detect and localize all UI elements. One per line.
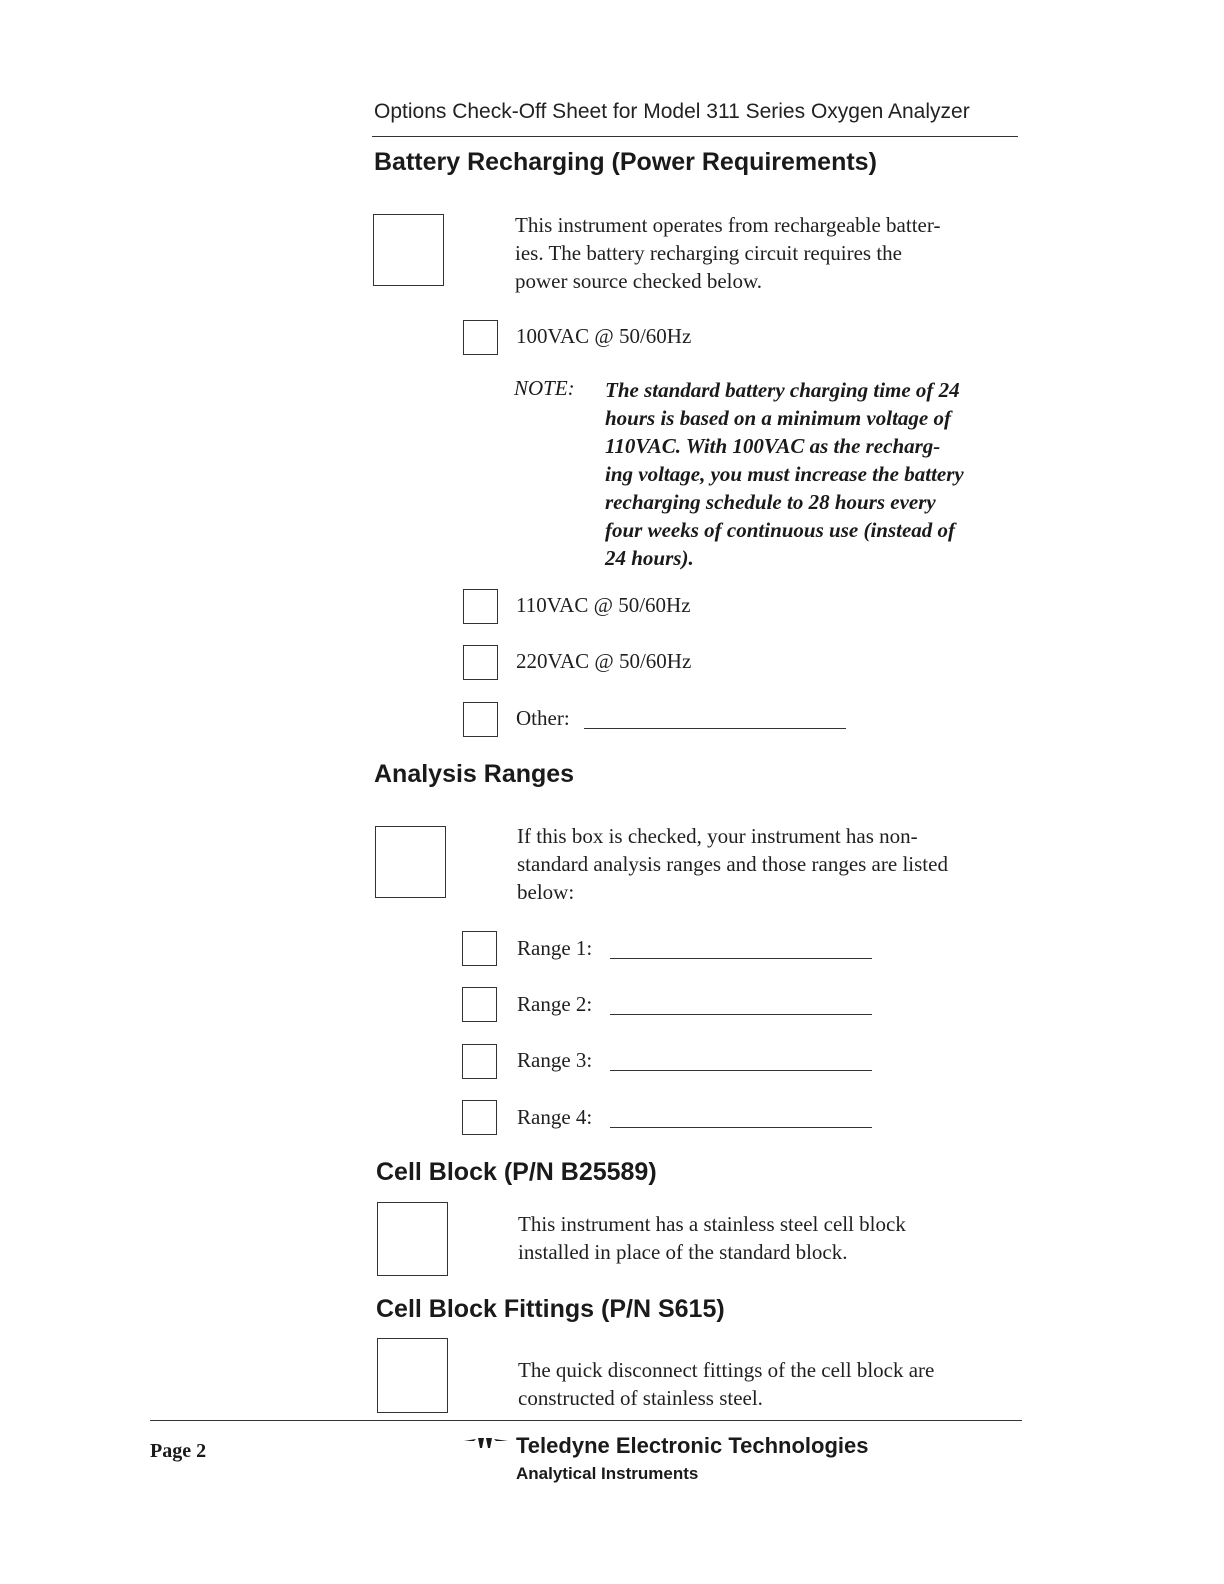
range-4-fill-line[interactable] [610, 1127, 872, 1128]
label-other: Other: [516, 706, 570, 730]
label-220vac: 220VAC @ 50/60Hz [516, 649, 692, 673]
checkbox-range-1[interactable] [462, 931, 497, 966]
checkbox-range-2[interactable] [462, 987, 497, 1022]
label-range-2: Range 2: [517, 992, 593, 1016]
cell-block-description-line: installed in place of the standard block. [518, 1240, 848, 1264]
company-name: Teledyne Electronic Technologies [516, 1433, 869, 1458]
battery-description [515, 211, 1015, 295]
cell-block-description-line: This instrument has a stainless steel cell block [518, 1212, 906, 1236]
note-line: ing voltage, you must increase the battery [605, 462, 964, 486]
fittings-description [518, 1356, 1018, 1412]
cell-block-heading: Cell Block (P/N B25589) [376, 1158, 657, 1186]
battery-description-line: This instrument operates from rechargeable batter- [515, 213, 941, 237]
battery-description-line: ies. The battery recharging circuit requires the [515, 241, 902, 265]
checkbox-220vac[interactable] [463, 645, 498, 680]
footer-rule [150, 1420, 1022, 1421]
note-line: 24 hours). [605, 546, 694, 570]
ranges-option-checkbox[interactable] [375, 826, 446, 898]
cell-block-description [518, 1210, 1018, 1266]
fittings-description-line: The quick disconnect fittings of the cell block are [518, 1358, 935, 1382]
battery-heading: Battery Recharging (Power Requirements) [374, 148, 877, 176]
header-rule [372, 136, 1018, 137]
label-100vac: 100VAC @ 50/60Hz [516, 324, 692, 348]
other-fill-line[interactable] [584, 728, 846, 729]
label-range-1: Range 1: [517, 936, 593, 960]
fittings-heading: Cell Block Fittings (P/N S615) [376, 1295, 725, 1323]
fittings-checkbox[interactable] [377, 1338, 448, 1413]
range-2-fill-line[interactable] [610, 1014, 872, 1015]
note-line: recharging schedule to 28 hours every [605, 490, 936, 514]
note-line: The standard battery charging time of 24 [605, 378, 960, 402]
note-label: NOTE: [514, 376, 575, 400]
note-line: hours is based on a minimum voltage of [605, 406, 951, 430]
label-110vac: 110VAC @ 50/60Hz [516, 593, 691, 617]
range-3-fill-line[interactable] [610, 1070, 872, 1071]
checkbox-other[interactable] [463, 702, 498, 737]
page-number: Page 2 [150, 1440, 207, 1462]
ranges-description-line: If this box is checked, your instrument has non- [517, 824, 918, 848]
ranges-description-line: below: [517, 880, 575, 904]
checkbox-110vac[interactable] [463, 589, 498, 624]
range-1-fill-line[interactable] [610, 958, 872, 959]
fittings-description-line: constructed of stainless steel. [518, 1386, 763, 1410]
page-header-title: Options Check-Off Sheet for Model 311 Series Oxygen Analyzer [374, 100, 970, 123]
note-text [605, 376, 1020, 572]
label-range-4: Range 4: [517, 1105, 593, 1129]
checkbox-range-4[interactable] [462, 1100, 497, 1135]
note-line: four weeks of continuous use (instead of [605, 518, 956, 542]
cell-block-checkbox[interactable] [377, 1202, 448, 1276]
note-line: 110VAC. With 100VAC as the recharg- [605, 434, 941, 458]
checkbox-100vac[interactable] [463, 320, 498, 355]
ranges-description [517, 822, 1017, 906]
ranges-heading: Analysis Ranges [374, 760, 575, 788]
battery-option-checkbox[interactable] [373, 214, 444, 286]
checkbox-range-3[interactable] [462, 1044, 497, 1079]
ranges-description-line: standard analysis ranges and those ranges are listed [517, 852, 948, 876]
division-name: Analytical Instruments [516, 1464, 699, 1483]
label-range-3: Range 3: [517, 1048, 593, 1072]
teledyne-logo-icon [462, 1436, 510, 1450]
battery-description-line: power source checked below. [515, 269, 763, 293]
